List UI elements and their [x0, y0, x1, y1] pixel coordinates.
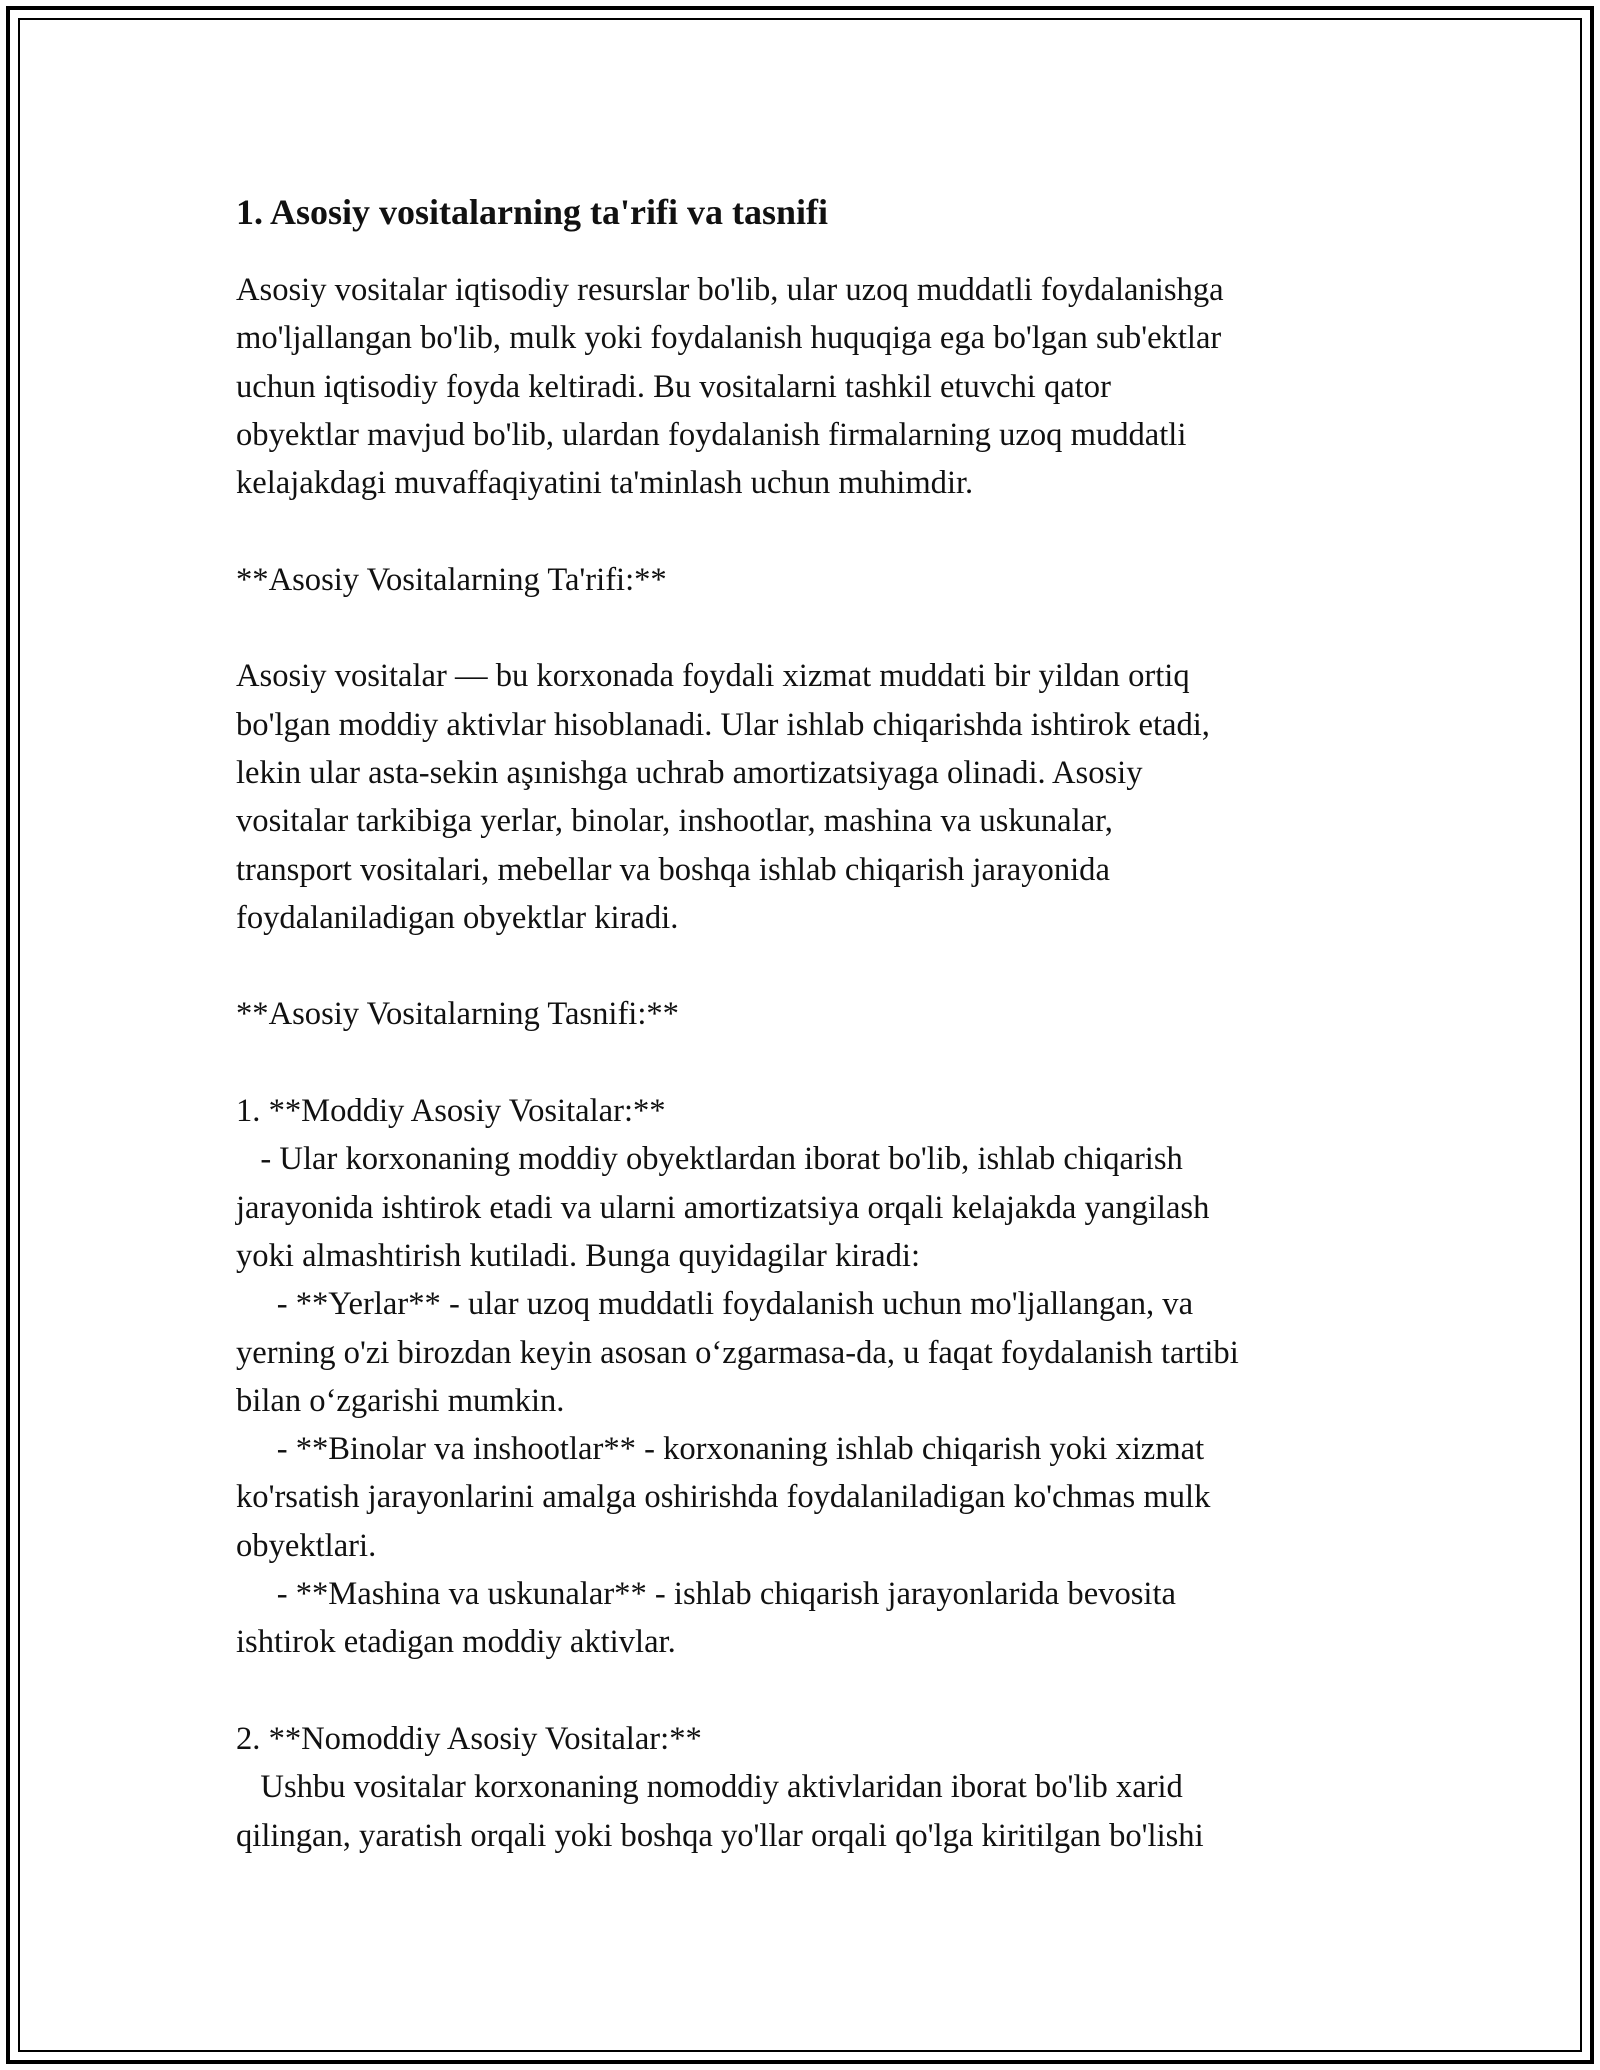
blank-line — [236, 1667, 1396, 1715]
text-line: - Ular korxonaning moddiy obyektlardan iborat bo'lib, ishlab chiqarish — [236, 1141, 1183, 1178]
text-line: Asosiy vositalar iqtisodiy resurslar bo'lib, ular uzoq muddatli foydalanishga — [236, 272, 1224, 308]
text-line: transport vositalari, mebellar va boshqa ishlab chiqarish jarayonida — [236, 851, 1110, 888]
text-line: lekin ular asta-sekin aşınishga uchrab amortizatsiyaga olinadi. Asosiy — [236, 754, 1143, 791]
text-line: yerning o'zi birozdan keyin asosan o‘zgarmasa-da, u faqat foydalanish tartibi — [236, 1334, 1239, 1371]
document-body — [236, 188, 1396, 1860]
text-line: ishtirok etadigan moddiy aktivlar. — [236, 1624, 676, 1661]
text-line: **Asosiy Vositalarning Tasnifi:** — [236, 996, 679, 1033]
document-text — [236, 266, 1396, 1860]
text-line: qilingan, yaratish orqali yoki boshqa yo'llar orqali qo'lga kiritilgan bo'lishi — [236, 1817, 1204, 1854]
text-line: 2. **Nomoddiy Asosiy Vositalar:** — [236, 1720, 702, 1757]
text-line: bo'lgan moddiy aktivlar hisoblanadi. Ular ishlab chiqarishda ishtirok etadi, — [236, 706, 1210, 743]
text-line: Asosiy vositalar — bu korxonada foydali xizmat muddati bir yildan ortiq — [236, 658, 1190, 695]
text-line: ko'rsatish jarayonlarini amalga oshirishda foydalaniladigan ko'chmas mulk — [236, 1479, 1211, 1516]
text-line: Ushbu vositalar korxonaning nomoddiy aktivlaridan iborat bo'lib xarid — [236, 1769, 1183, 1806]
text-line: 1. **Moddiy Asosiy Vositalar:** — [236, 1093, 666, 1130]
text-line: - **Binolar va inshootlar** - korxonaning ishlab chiqarish yoki xizmat — [236, 1431, 1205, 1468]
text-line: - **Mashina va uskunalar** - ishlab chiqarish jarayonlarida bevosita — [236, 1576, 1176, 1613]
blank-line — [236, 1039, 1396, 1087]
text-line: jarayonida ishtirok etadi va ularni amortizatsiya orqali kelajakda yangilash — [236, 1189, 1210, 1226]
text-line: - **Yerlar** - ular uzoq muddatli foydalanish uchun mo'ljallangan, va — [236, 1286, 1194, 1323]
text-line: bilan o‘zgarishi mumkin. — [236, 1382, 565, 1419]
text-line: uchun iqtisodiy foyda keltiradi. Bu vositalarni tashkil etuvchi qator — [236, 368, 1111, 405]
text-line: obyektlari. — [236, 1527, 377, 1564]
text-line: foydalaniladigan obyektlar kiradi. — [236, 899, 679, 936]
section-heading: 1. Asosiy vositalarning ta'rifi va tasnifi — [236, 192, 829, 232]
text-line: kelajakdagi muvaffaqiyatini ta'minlash uchun muhimdir. — [236, 465, 974, 502]
text-line: yoki almashtirish kutiladi. Bunga quyidagilar kiradi: — [236, 1237, 921, 1274]
text-line: mo'ljallangan bo'lib, mulk yoki foydalanish huquqiga ega bo'lgan sub'ektlar — [236, 320, 1222, 357]
text-line: vositalar tarkibiga yerlar, binolar, inshootlar, mashina va uskunalar, — [236, 803, 1113, 840]
text-line: **Asosiy Vositalarning Ta'rifi:** — [236, 561, 667, 598]
text-line: obyektlar mavjud bo'lib, ulardan foydalanish firmalarning uzoq muddatli — [236, 416, 1187, 453]
blank-line — [236, 942, 1396, 990]
blank-line — [236, 507, 1396, 555]
blank-line — [236, 604, 1396, 652]
